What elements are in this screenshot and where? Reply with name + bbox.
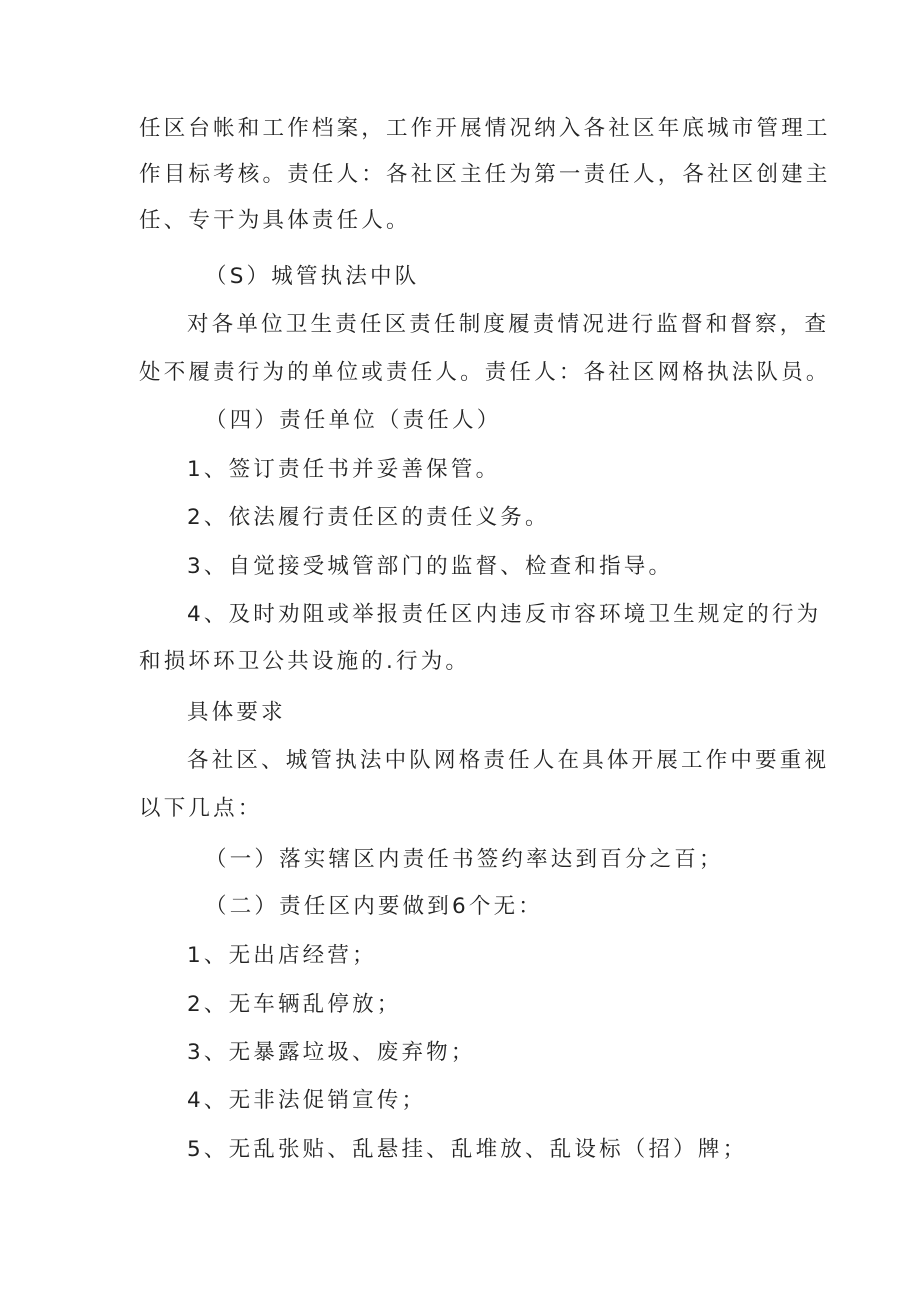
list-item: 2、依法履行责任区的责任义务。 — [187, 505, 550, 530]
text-line: 和损坏环卫公共设施的.行为。 — [139, 649, 471, 674]
list-item: 2、无车辆乱停放； — [187, 992, 402, 1017]
list-item: 4、及时劝阻或举报责任区内违反市容环境卫生规定的行为 — [187, 602, 822, 627]
list-item: 5、无乱张贴、乱悬挂、乱堆放、乱设标（招）牌； — [187, 1137, 748, 1162]
list-item: 3、自觉接受城管部门的监督、检查和指导。 — [187, 554, 674, 579]
section-heading: 具体要求 — [187, 700, 286, 725]
list-item: 1、无出店经营； — [187, 943, 377, 968]
list-item: （一）落实辖区内责任书签约率达到百分之百； — [205, 847, 724, 872]
list-item: （二）责任区内要做到6个无： — [205, 894, 543, 919]
text-line: 以下几点： — [139, 796, 263, 821]
list-item: 1、签订责任书并妥善保管。 — [187, 457, 501, 482]
list-item: 3、无暴露垃圾、废弃物； — [187, 1040, 476, 1065]
text-line: 任区台帐和工作档案，工作开展情况纳入各社区年底城市管理工 — [139, 116, 831, 141]
text-line: 处不履责行为的单位或责任人。责任人：各社区网格执法队员。 — [139, 360, 831, 385]
text-line: 作目标考核。责任人：各社区主任为第一责任人，各社区创建主 — [139, 162, 831, 187]
text-line: 对各单位卫生责任区责任制度履责情况进行监督和督察，查 — [187, 312, 830, 337]
section-heading: （四）责任单位（责任人） — [205, 408, 502, 433]
list-item: 4、无非法促销宣传； — [187, 1088, 427, 1113]
text-line: 任、专干为具体责任人。 — [139, 208, 411, 233]
section-heading: （S）城管执法中队 — [205, 264, 420, 289]
text-line: 各社区、城管执法中队网格责任人在具体开展工作中要重视 — [187, 748, 830, 773]
